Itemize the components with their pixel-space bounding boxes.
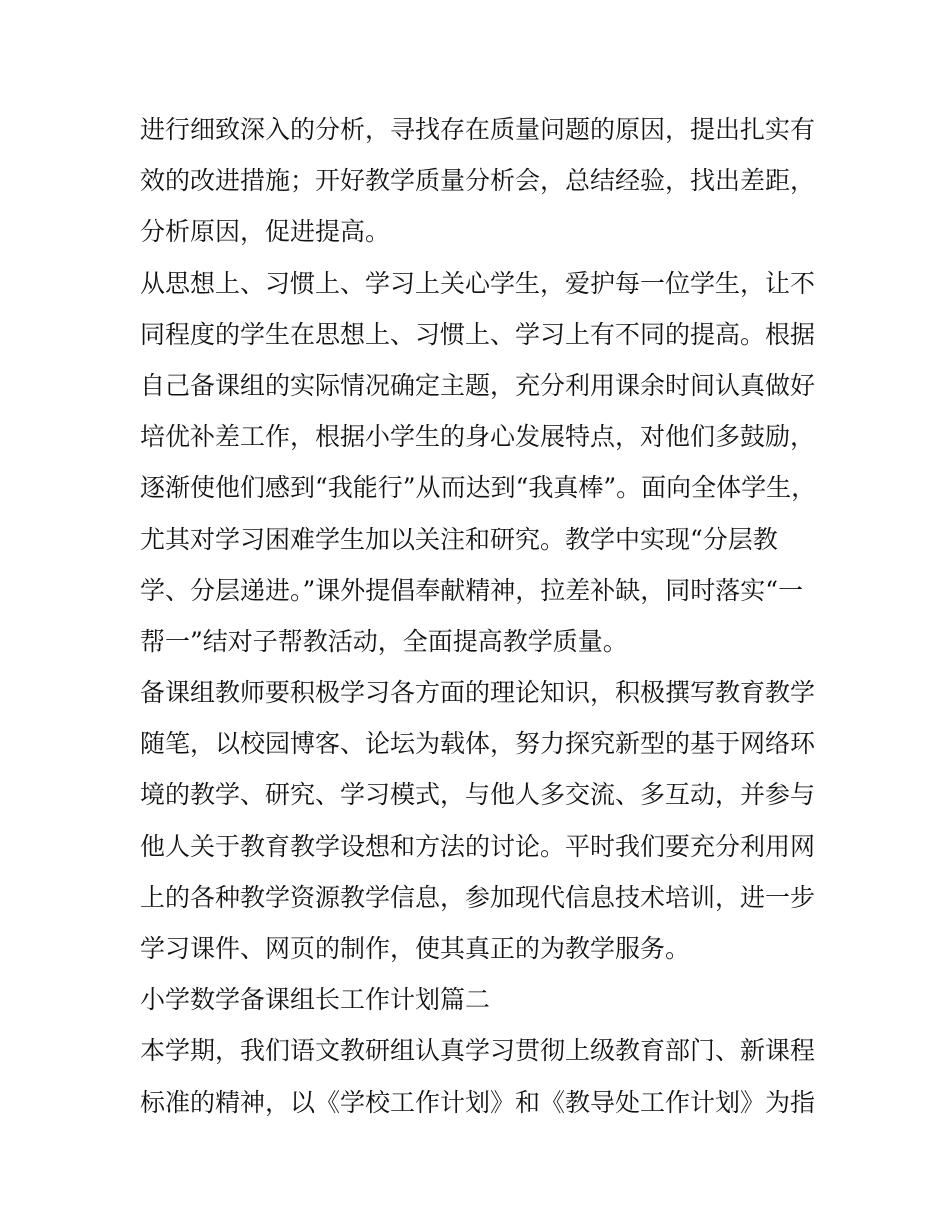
text-line: 从思想上、习惯上、学习上关心学生，爱护每一位学生，让不	[140, 268, 816, 298]
text-line: 自己备课组的实际情况确定主题，充分利用课余时间认真做好	[140, 370, 816, 400]
text-line: 学习课件、网页的制作，使其真正的为教学服务。	[140, 934, 691, 963]
section-heading: 小学数学备课组长工作计划篇二	[140, 985, 491, 1015]
text-line: 同程度的学生在思想上、习惯上、学习上有不同的提高。根据	[140, 319, 816, 349]
text-line: 尤其对学习困难学生加以关注和研究。教学中实现“分层教	[140, 524, 778, 554]
text-line: 帮一”结对子帮教活动，全面提高教学质量。	[140, 626, 628, 656]
text-line: 备课组教师要积极学习各方面的理论知识，积极撰写教育教学	[140, 678, 816, 708]
text-line: 进行细致深入的分析，寻找存在质量问题的原因，提出扎实有	[140, 115, 816, 144]
text-line: 分析原因，促进提高。	[140, 217, 391, 247]
text-line: 标准的精神，以《学校工作计划》和《教导处工作计划》为指	[140, 1087, 816, 1117]
text-line: 他人关于教育教学设想和方法的讨论。平时我们要充分利用网	[140, 831, 816, 861]
text-line: 随笔，以校园博客、论坛为载体，努力探究新型的基于网络环	[140, 729, 816, 759]
text-line: 本学期，我们语文教研组认真学习贯彻上级教育部门、新课程	[140, 1036, 816, 1066]
text-line: 境的教学、研究、学习模式，与他人多交流、多互动，并参与	[140, 780, 816, 810]
text-line: 逐渐使他们感到“我能行”从而达到“我真棒”。面向全体学生，	[140, 473, 817, 503]
text-line: 上的各种教学资源教学信息，参加现代信息技术培训，进一步	[140, 882, 816, 912]
text-line: 学、分层递进。”课外提倡奉献精神，拉差补缺，同时落实“一	[140, 575, 804, 605]
text-line: 效的改进措施；开好教学质量分析会，总结经验，找出差距，	[140, 166, 816, 196]
document-body	[140, 104, 820, 1128]
text-line: 培优补差工作，根据小学生的身心发展特点，对他们多鼓励，	[140, 422, 816, 452]
